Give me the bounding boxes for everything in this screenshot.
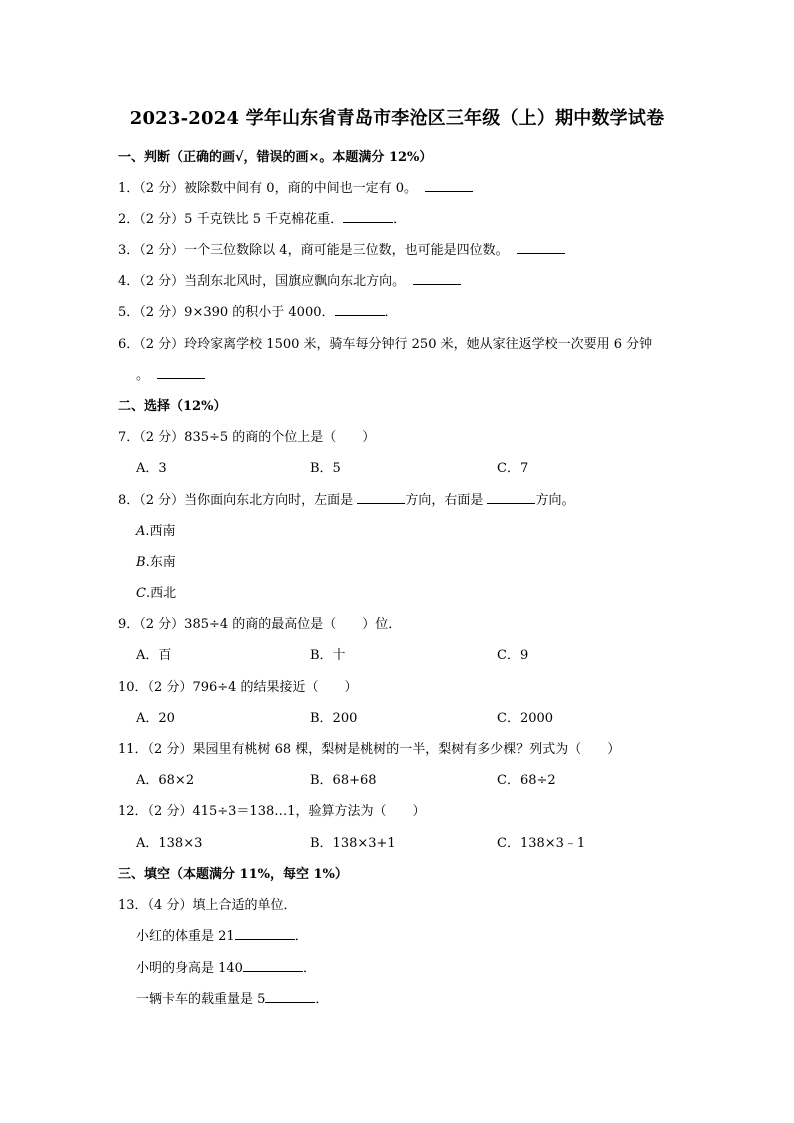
answer-blank[interactable]: [265, 990, 315, 1003]
question-13-text: 13．（4 分）填上合适的单位．: [118, 898, 297, 913]
option-c[interactable]: C．9: [497, 648, 529, 663]
question-10-text: 10．（2 分）796÷4 的结果接近（ ）: [118, 680, 358, 695]
question-1: [118, 177, 473, 196]
option-c[interactable]: C．7: [497, 461, 529, 476]
question-5: [118, 301, 398, 320]
answer-blank[interactable]: [235, 927, 295, 940]
question-8-post: 方向。: [535, 493, 575, 508]
answer-blank[interactable]: [343, 210, 393, 223]
option-a[interactable]: A．20: [136, 711, 175, 726]
option-a[interactable]: A．百: [136, 648, 172, 663]
question-12-text: 12．（2 分）415÷3＝138…1，验算方法为（ ）: [118, 804, 426, 819]
answer-blank[interactable]: [413, 272, 461, 285]
question-2: [118, 208, 406, 227]
question-11-text: 11．（2 分）果园里有桃树 68 棵，梨树是桃树的一半，梨树有多少棵？列式为（ ）: [118, 742, 621, 757]
answer-blank[interactable]: [157, 366, 205, 379]
question-4: [118, 270, 461, 289]
option-a[interactable]: A．3: [136, 461, 167, 476]
option-c[interactable]: C．2000: [497, 711, 554, 726]
question-3: [118, 239, 565, 258]
question-6-text: 6．（2 分）玲玲家离学校 1500 米，骑车每分钟行 250 米，她从家往返学校一次要用 6 分钟: [118, 337, 653, 352]
section-1-heading: 一、判断（正确的画√，错误的画×。本题满分 12%）: [118, 150, 433, 165]
question-6-cont: 。: [136, 368, 150, 383]
answer-blank[interactable]: [425, 179, 473, 192]
option-b[interactable]: B．138×3+1: [310, 836, 396, 851]
option-b[interactable]: B.东南: [136, 555, 176, 570]
question-5-text: 5．（2 分）9×390 的积小于 4000．: [118, 305, 335, 320]
answer-blank[interactable]: [243, 959, 303, 972]
question-3-text: 3．（2 分）一个三位数除以 4，商可能是三位数，也可能是四位数。: [118, 243, 509, 258]
answer-blank[interactable]: [357, 491, 405, 504]
fill-line-weight: 小红的体重是 21 ．: [136, 929, 308, 944]
answer-blank[interactable]: [487, 491, 535, 504]
fill-line-load: 一辆卡车的载重量是 5 ．: [136, 992, 329, 1007]
question-8-mid: 方向，右面是: [405, 493, 488, 508]
option-a[interactable]: A．138×3: [136, 836, 203, 851]
question-8-pre: 8．（2 分）当你面向东北方向时，左面是: [118, 493, 358, 508]
question-4-text: 4．（2 分）当刮东北风时，国旗应飘向东北方向。: [118, 274, 406, 289]
question-6: [118, 333, 652, 352]
fill-line-height: 小明的身高是 140 ．: [136, 961, 316, 976]
option-c[interactable]: C.西北: [136, 586, 177, 601]
question-8: [118, 489, 574, 508]
option-a[interactable]: A.西南: [136, 524, 176, 539]
answer-blank[interactable]: [517, 241, 565, 254]
question-7-text: 7．（2 分）835÷5 的商的个位上是（ ）: [118, 430, 376, 445]
option-b[interactable]: B．68+68: [310, 773, 377, 788]
question-5-tail: ．: [384, 305, 398, 320]
option-b[interactable]: B．5: [310, 461, 341, 476]
section-2-heading: 二、选择（12%）: [118, 399, 227, 414]
question-6-continuation: [136, 364, 205, 383]
answer-blank[interactable]: [335, 303, 385, 316]
option-c[interactable]: C．68÷2: [497, 773, 556, 788]
option-b[interactable]: B．十: [310, 648, 346, 663]
option-b[interactable]: B．200: [310, 711, 358, 726]
option-a[interactable]: A．68×2: [136, 773, 195, 788]
question-9-text: 9．（2 分）385÷4 的商的最高位是（ ）位．: [118, 617, 402, 632]
question-2-tail: ．: [393, 212, 407, 227]
question-1-text: 1．（2 分）被除数中间有 0，商的中间也一定有 0。: [118, 181, 417, 196]
section-3-heading: 三、填空（本题满分 11%，每空 1%）: [118, 867, 348, 882]
option-c[interactable]: C．138×3﹣1: [497, 836, 586, 851]
page-title: 2023-2024 学年山东省青岛市李沧区三年级（上）期中数学试卷: [129, 108, 665, 129]
question-2-text: 2．（2 分）5 千克铁比 5 千克棉花重．: [118, 212, 344, 227]
